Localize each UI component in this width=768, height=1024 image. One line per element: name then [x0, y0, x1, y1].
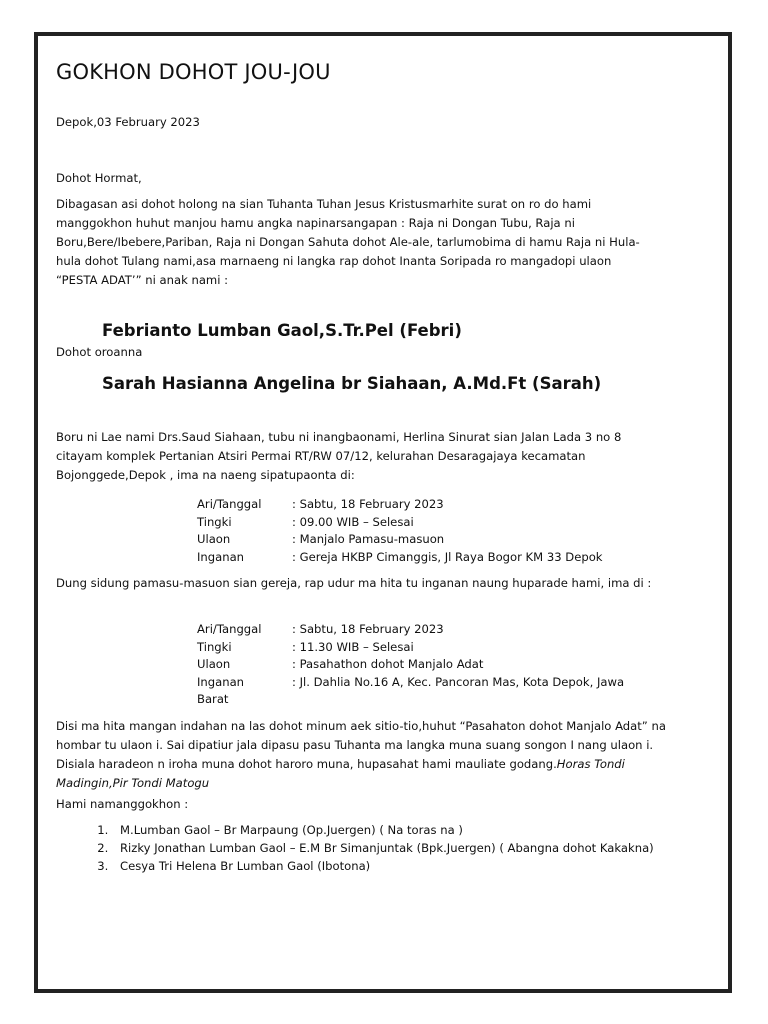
- parents-paragraph: Boru ni Lae nami Drs.Saud Siahaan, tubu ni inangbaonami, Herlina Sinurat sian Jalan Lada 3 no 8 citayam komplek Pertanian Atsiri Permai RT/RW 07/12, kelurahan Desaragajaya kecamatan Bojonggede,Depok , ima na naeng sipatupaonta di:: [56, 430, 622, 482]
- list-item: 2. Rizky Jonathan Lumban Gaol – E.M Br Simanjuntak (Bpk.Juergen) ( Abangna dohot Kakakna): [112, 840, 654, 858]
- schedule-value: : Gereja HKBP Cimanggis, Jl Raya Bogor KM 33 Depok: [292, 549, 603, 564]
- schedule-label: Tingki: [197, 514, 232, 529]
- date-line: Depok,03 February 2023: [56, 115, 200, 129]
- schedule-value: : Jl. Dahlia No.16 A, Kec. Pancoran Mas, Kota Depok, Jawa: [292, 674, 625, 689]
- schedule-label: Tingki: [197, 639, 232, 654]
- schedule-row: [197, 674, 632, 692]
- intro-paragraph: Dibagasan asi dohot holong na sian Tuhanta Tuhan Jesus Kristusmarhite surat on ro do hami manggokhon huhut manjou hamu angka napinarsangapan : Raja ni Dongan Tubu, Raja ni Boru,Bere/Ibebere,Pariban, Raja ni Dongan Sahuta dohot Ale-ale, tarlumobima di hamu Raja ni Hula-hula dohot Tulang nami,asa marnaeng ni langka rap dohot Inanta Soripada ro mangadopi ulaon “PESTA ADAT’” ni anak nami :: [56, 197, 640, 287]
- schedule-value: : Sabtu, 18 February 2023: [292, 497, 444, 511]
- closing-blessing: Horas Tondi Madingin,Pir Tondi Matogu: [56, 757, 625, 790]
- after-ceremony-paragraph: Dung sidung pamasu-masuon sian gereja, rap udur ma hita tu inganan naung huparade hami, ima di :: [56, 576, 652, 590]
- closing-paragraph: [56, 717, 666, 793]
- schedule-label: Inganan: [197, 674, 245, 689]
- schedule-value: : Sabtu, 18 February 2023: [292, 622, 444, 636]
- schedule-row: [197, 639, 632, 657]
- schedule-adat: [197, 621, 632, 709]
- schedule-row: [197, 496, 632, 514]
- schedule-value: : 11.30 WIB – Selesai: [292, 639, 414, 654]
- schedule-label: Inganan: [197, 549, 245, 564]
- schedule-value: : Manjalo Pamasu-masuon: [292, 532, 445, 547]
- schedule-label: Ari/Tanggal: [197, 622, 262, 636]
- schedule-label: Ari/Tanggal: [197, 497, 262, 511]
- list-item: 1. M.Lumban Gaol – Br Marpaung (Op.Juergen) ( Na toras na ): [112, 822, 654, 840]
- schedule-row: [197, 691, 632, 709]
- schedule-value: : Pasahathon dohot Manjalo Adat: [292, 657, 484, 672]
- schedule-ceremony: [197, 496, 632, 566]
- groom-connector: Dohot oroanna: [56, 345, 143, 359]
- schedule-row: [197, 514, 632, 532]
- schedule-row: [197, 531, 632, 549]
- schedule-row: [197, 621, 632, 639]
- closing-text: Disi ma hita mangan indahan na las dohot minum aek sitio-tio,huhut “Pasahaton dohot Manjalo Adat” na hombar tu ulaon i. Sai dipatiur jala dipasu pasu Tuhanta ma langka muna suang songon I nang ulaon i. Disiala haradeon n iroha muna dohot haroro muna, hupasahat hami mauliate godang.: [56, 719, 666, 771]
- hosts-list: [56, 822, 654, 875]
- greeting: Dohot Hormat,: [56, 171, 142, 185]
- hosts-label: Hami namanggokhon :: [56, 797, 189, 811]
- bride-name: Sarah Hasianna Angelina br Siahaan, A.Md.Ft (Sarah): [102, 374, 602, 393]
- schedule-row: [197, 656, 632, 674]
- document-title: GOKHON DOHOT JOU-JOU: [56, 60, 331, 84]
- schedule-wrap: Barat: [197, 692, 229, 707]
- groom-name: Febrianto Lumban Gaol,S.Tr.Pel (Febri): [102, 321, 462, 340]
- schedule-value: : 09.00 WIB – Selesai: [292, 514, 414, 529]
- schedule-label: Ulaon: [197, 532, 231, 547]
- schedule-label: Ulaon: [197, 657, 231, 672]
- schedule-row: [197, 549, 632, 567]
- list-item: 3. Cesya Tri Helena Br Lumban Gaol (Ibotona): [112, 858, 654, 876]
